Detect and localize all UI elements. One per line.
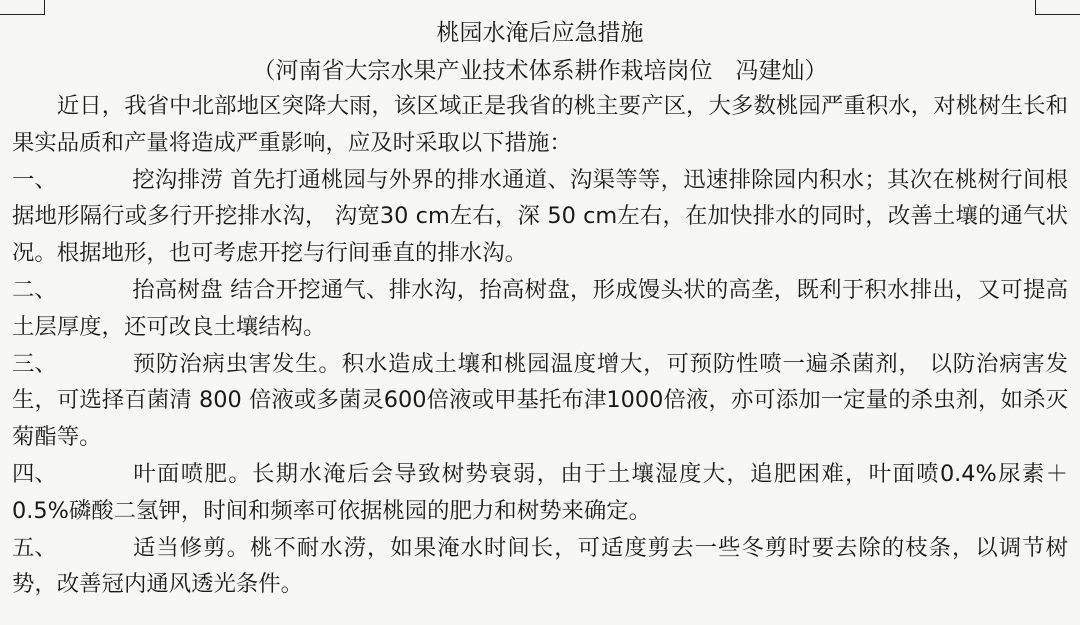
document-title: 桃园水淹后应急措施 bbox=[436, 20, 644, 46]
measure-text: 预防治病虫害发生。积水造成土壤和桃园温度增大，可预防性喷一遍杀菌剂， 以防治病害发生，可选择百菌清 800 倍液或多菌灵600倍液或甲基托布津1000倍液，亦可添加一定量的杀虫剂，如杀灭菊酯等。 bbox=[12, 350, 1068, 451]
measure-item-1 bbox=[12, 162, 1068, 272]
measure-text: 适当修剪。桃不耐水涝，如果淹水时间长，可适度剪去一些冬剪时要去除的枝条，以调节树势，改善冠内通风透光条件。 bbox=[12, 534, 1068, 598]
measure-number: 四、 bbox=[12, 460, 57, 487]
measure-item-2 bbox=[12, 272, 1068, 346]
measure-text: 抬高树盘 结合开挖通气、排水沟，抬高树盘，形成馒头状的高垄，既利于积水排出，又可提高土层厚度，还可改良土壤结构。 bbox=[12, 276, 1068, 340]
document-subtitle: （河南省大宗水果产业技术体系耕作栽培岗位 冯建灿） bbox=[252, 58, 828, 84]
measure-number: 三、 bbox=[12, 350, 57, 377]
measure-number: 二、 bbox=[12, 276, 57, 303]
measure-item-5 bbox=[12, 530, 1068, 604]
measure-item-3 bbox=[12, 346, 1068, 456]
measure-text: 挖沟排涝 首先打通桃园与外界的排水通道、沟渠等等，迅速排除园内积水；其次在桃树行间根据地形隔行或多行开挖排水沟， 沟宽30 cm左右，深 50 cm左右，在加快排水的同时，改善土壤的通气状况。根据地形，也可考虑开挖与行间垂直的排水沟。 bbox=[12, 166, 1068, 267]
measure-number: 五、 bbox=[12, 534, 57, 561]
document-body bbox=[12, 88, 1068, 603]
intro-paragraph: 近日，我省中北部地区突降大雨，该区域正是我省的桃主要产区，大多数桃园严重积水，对桃树生长和果实品质和产量将造成严重影响，应及时采取以下措施： bbox=[12, 93, 1068, 156]
measure-text: 叶面喷肥。长期水淹后会导致树势衰弱，由于土壤湿度大，追肥困难，叶面喷0.4%尿素＋0.5%磷酸二氢钾，时间和频率可依据桃园的肥力和树势来确定。 bbox=[12, 460, 1068, 524]
measure-item-4 bbox=[12, 456, 1068, 530]
measure-number: 一、 bbox=[12, 166, 57, 193]
